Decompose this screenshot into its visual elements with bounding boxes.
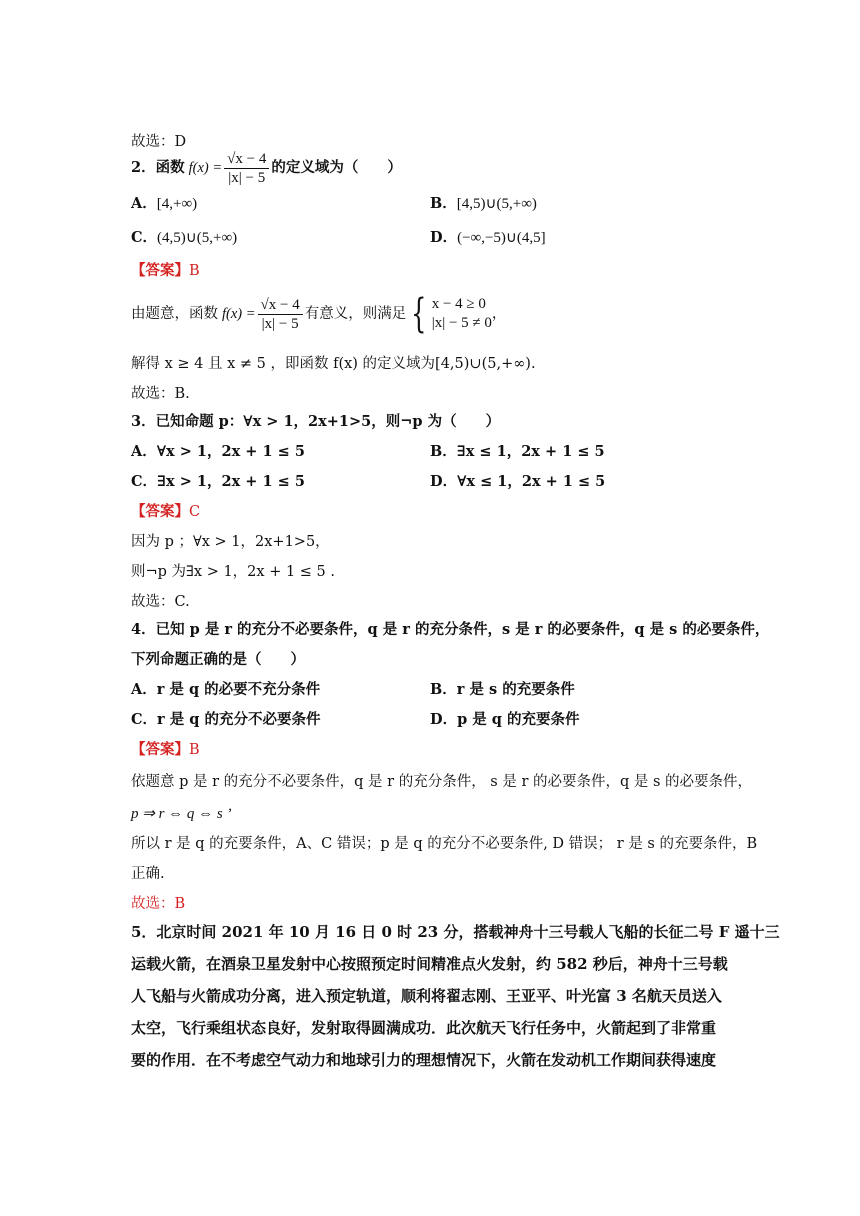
q4-option-b: B．r 是 s 的充要条件 (430, 681, 575, 698)
system-brace: { (411, 291, 427, 337)
q4-solution-line3: 所以 r 是 q 的充要条件，A、C 错误；p 是 q 的充分不必要条件, D 错误； r 是 s 的充要条件，B (131, 836, 758, 852)
q2-number: 2． (131, 159, 156, 176)
q3-option-a: A．∀x > 1，2x + 1 ≤ 5 (131, 443, 305, 460)
q2-option-b: B．[4,5)∪(5,+∞) (430, 195, 537, 212)
q4-option-a: A．r 是 q 的必要不充分条件 (131, 681, 321, 698)
q4-conclusion: 故选：B (131, 896, 186, 912)
q3-solution-line1: 因为 p ；∀x > 1，2x+1>5， (131, 534, 330, 550)
q2-numerator: √x − 4 (224, 150, 269, 169)
q5-line4: 太空，飞行乘组状态良好，发射取得圆满成功．此次航天飞行任务中，火箭起到了非常重 (131, 1019, 717, 1037)
q5-line2: 运载火箭，在酒泉卫星发射中心按照预定时间精准点火发射，约 582 秒后，神舟十三号载 (131, 955, 728, 973)
q2-post: 的定义域为（ ） (271, 159, 402, 176)
q3-conclusion: 故选：C. (131, 594, 190, 610)
q5-line5: 要的作用．在不考虑空气动力和地球引力的理想情况下，火箭在发动机工作期间获得速度 (131, 1051, 717, 1069)
condition-system: x − 4 ≥ 0 |x| − 5 ≠ 0 (431, 296, 492, 331)
q2-fx: f(x) = (188, 160, 223, 176)
q4-solution-line2: p ⇒ r ⇔ q ⇔ s ’ (131, 806, 232, 822)
q3-answer: 【答案】C (131, 503, 201, 520)
q2-option-a: A．[4,+∞) (131, 195, 198, 212)
q1-conclusion: 故选：D (131, 134, 187, 150)
q4-title-line2: 下列命题正确的是（ ） (131, 651, 305, 668)
q4-solution-line4: 正确. (131, 866, 165, 882)
q4-option-c: C．r 是 q 的充分不必要条件 (131, 711, 321, 728)
q2-solution-line2: 解得 x ≥ 4 且 x ≠ 5 ，即函数 f(x) 的定义域为[4,5)∪(5,+∞). (131, 356, 536, 372)
q2-denominator: |x| − 5 (228, 169, 266, 186)
q3-solution-line2: 则¬p 为∃x > 1，2x + 1 ≤ 5 . (131, 564, 335, 580)
q4-solution-line1: 依题意 p 是 r 的充分不必要条件，q 是 r 的充分条件， s 是 r 的必要条件，q 是 s 的必要条件， (131, 774, 753, 790)
q5-line3: 人飞船与火箭成功分离，进入预定轨道，顺利将翟志刚、王亚平、叶光富 3 名航天员送入 (131, 987, 722, 1005)
q2-pre: 函数 (155, 159, 185, 176)
q3-title: 3．已知命题 p：∀x > 1，2x+1>5，则¬p 为（ ） (131, 413, 501, 430)
q2-answer: 【答案】B (131, 262, 200, 279)
q2-title (131, 148, 402, 188)
q2-conclusion: 故选：B. (131, 386, 190, 402)
q2-option-d: D．(−∞,−5)∪(4,5] (430, 229, 546, 246)
q2-solution-line1: 由题意，函数 f(x) = $\frac{√x - 4}{|x| - 5}$ 有意义，则满足 { x − 4 ≥ 0 |x| − 5 ≠ 0 ， (131, 291, 507, 337)
q4-title-line1: 4．已知 p 是 r 的充分不必要条件，q 是 r 的充分条件，s 是 r 的必要条件，q 是 s 的必要条件， (131, 621, 770, 638)
q5-line1: 5．北京时间 2021 年 10 月 16 日 0 时 23 分，搭载神舟十三号载人飞船的长征二号 F 遥十三 (131, 923, 780, 941)
q2-fraction (224, 150, 269, 187)
q4-option-d: D．p 是 q 的充要条件 (430, 711, 580, 728)
q2-option-c: C．(4,5)∪(5,+∞) (131, 229, 238, 246)
q4-answer: 【答案】B (131, 741, 200, 758)
q3-option-c: C．∃x > 1，2x + 1 ≤ 5 (131, 473, 305, 490)
q3-option-b: B．∃x ≤ 1，2x + 1 ≤ 5 (430, 443, 605, 460)
q3-option-d: D．∀x ≤ 1，2x + 1 ≤ 5 (430, 473, 606, 490)
